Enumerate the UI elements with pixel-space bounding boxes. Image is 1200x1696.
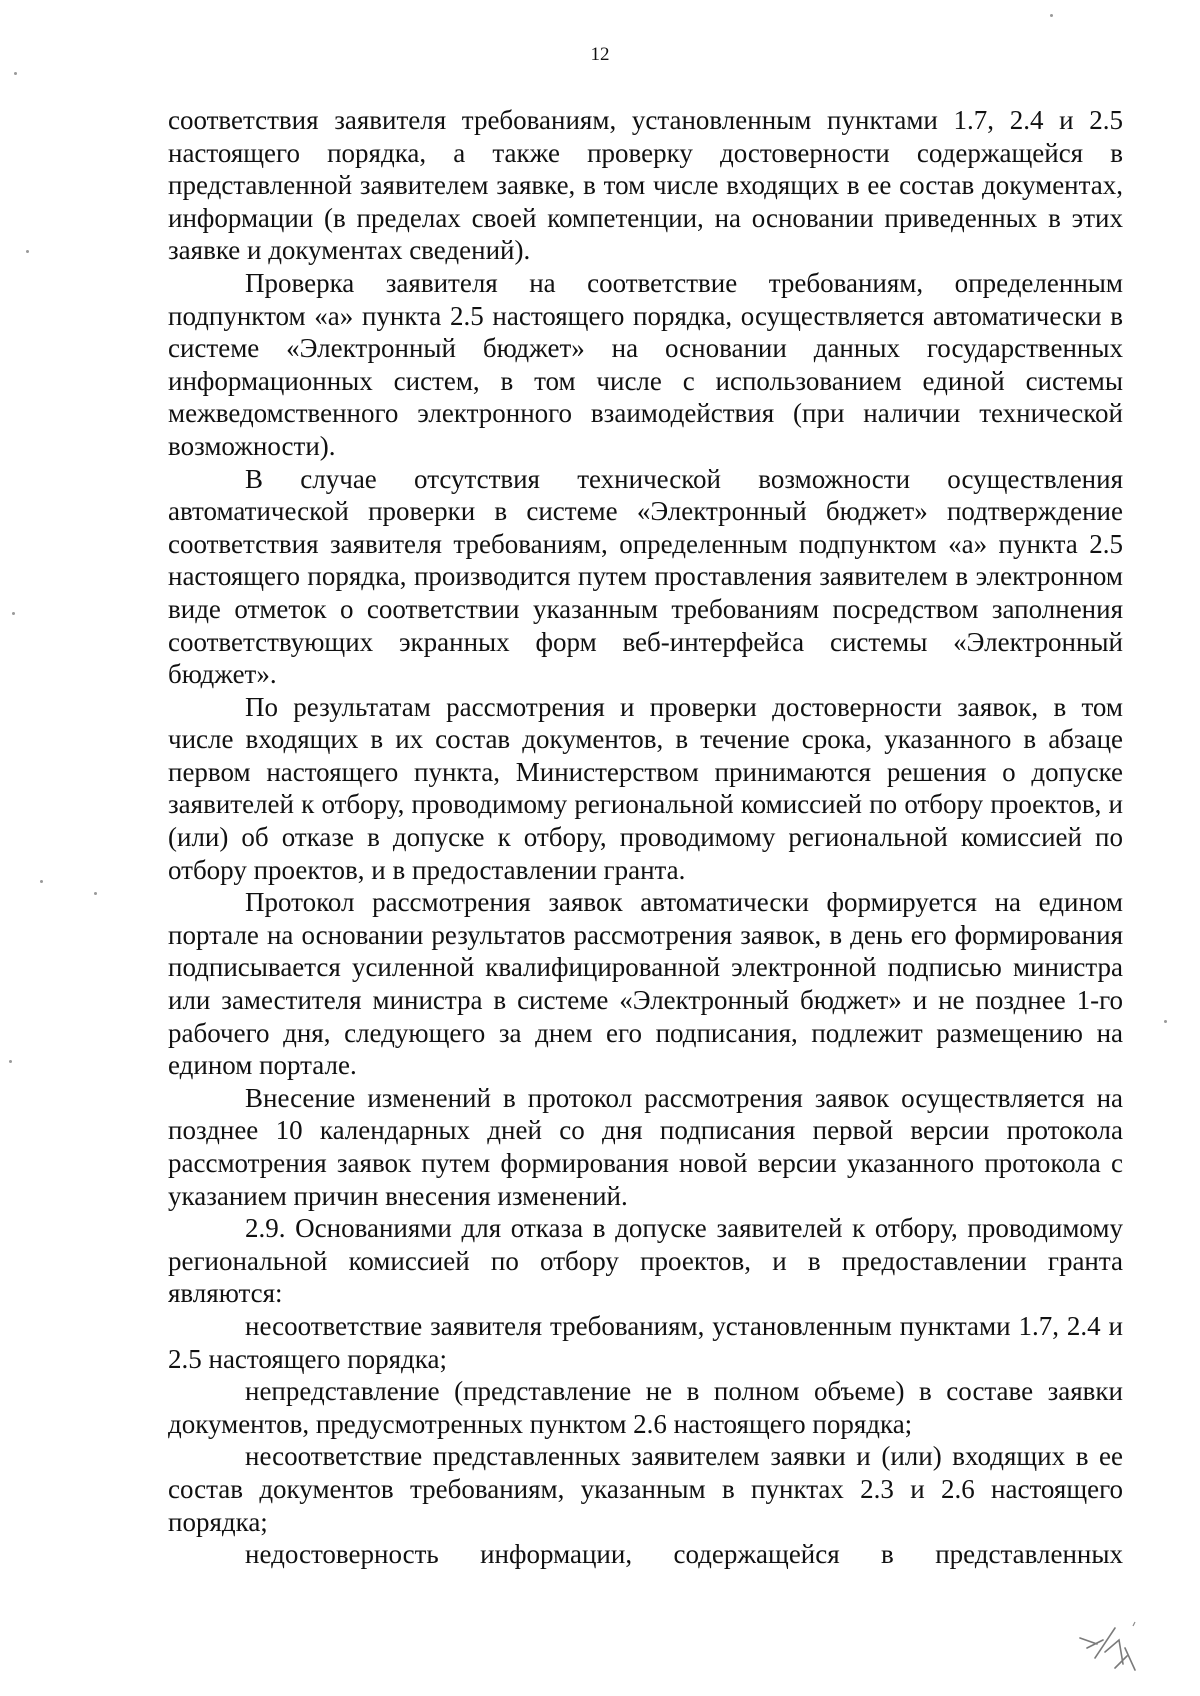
page-number: 12 [590, 44, 610, 65]
paragraph-2: Проверка заявителя на соответствие требованиям, определенным подпунктом «а» пункта 2.5 настоящего порядка, осуществляется автоматически в системе «Электронный бюджет» на основании данных государственных информационных систем, в том числе с использованием единой системы межведомственного электронного взаимодействия (при наличии технической возможности). [168, 267, 1123, 461]
paragraph-8: несоответствие заявителя требованиям, установленным пунктами 1.7, 2.4 и 2.5 настоящего порядка; [168, 1310, 1123, 1374]
scan-speck [9, 1060, 12, 1063]
scan-speck [1050, 14, 1053, 17]
paragraph-4: По результатам рассмотрения и проверки достоверности заявок, в том числе входящих в их состав документов, в течение срока, указанного в абзаце первом настоящего пункта, Министерством принимаются решения о допуске заявителей к отбору, проводимому региональной комиссией по отбору проектов, и (или) об отказе в допуске к отбору, проводимому региональной комиссией по отбору проектов, и в предоставлении гранта. [168, 691, 1123, 885]
paragraph-7: 2.9. Основаниями для отказа в допуске заявителей к отбору, проводимому региональной комиссией по отбору проектов, и в предоставлении гранта являются: [168, 1213, 1123, 1309]
document-body [168, 104, 1123, 1571]
paragraph-1: соответствия заявителя требованиям, установленным пунктами 1.7, 2.4 и 2.5 настоящего порядка, а также проверку достоверности содержащейся в представленной заявителем заявке, в том числе входящих в ее состав документах, информации (в пределах своей компетенции, на основании приведенных в этих заявке и документах сведений). [168, 105, 1123, 266]
paragraph-9: непредставление (представление не в полном объеме) в составе заявки документов, предусмотренных пунктом 2.6 настоящего порядка; [168, 1376, 1123, 1439]
scan-speck [1164, 1020, 1167, 1023]
paragraph-10: несоответствие представленных заявителем заявки и (или) входящих в ее состав документов требованиям, указанным в пунктах 2.3 и 2.6 настоящего порядка; [168, 1441, 1123, 1537]
paragraph-11: недостоверность информации, содержащейся в представленных [245, 1539, 1123, 1570]
paragraph-3: В случае отсутствия технической возможности осуществления автоматической проверки в системе «Электронный бюджет» подтверждение соответствия заявителя требованиям, определенным подпунктом «а» пункта 2.5 настоящего порядка, производится путем проставления заявителем в электронном виде отметок о соответствии указанным требованиям посредством заполнения соответствующих экранных форм веб-интерфейса системы «Электронный бюджет». [168, 463, 1123, 690]
paragraph-5: Протокол рассмотрения заявок автоматически формируется на едином портале на основании результатов рассмотрения заявок, в день его формирования подписывается усиленной квалифицированной электронной подписью министра или заместителя министра в системе «Электронный бюджет» и не позднее 1-го рабочего дня, следующего за днем его подписания, подлежит размещению на едином портале. [168, 887, 1123, 1081]
scan-speck [40, 880, 43, 883]
handwritten-mark-icon [1075, 1618, 1145, 1678]
scan-speck [26, 250, 29, 253]
scan-speck [94, 892, 97, 895]
paragraph-6: Внесение изменений в протокол рассмотрения заявок осуществляется на позднее 10 календарных дней со дня подписания первой версии протокола рассмотрения заявок путем формирования новой версии указанного протокола с указанием причин внесения изменений. [168, 1082, 1123, 1211]
scan-speck [12, 612, 15, 615]
scan-speck [14, 72, 17, 75]
